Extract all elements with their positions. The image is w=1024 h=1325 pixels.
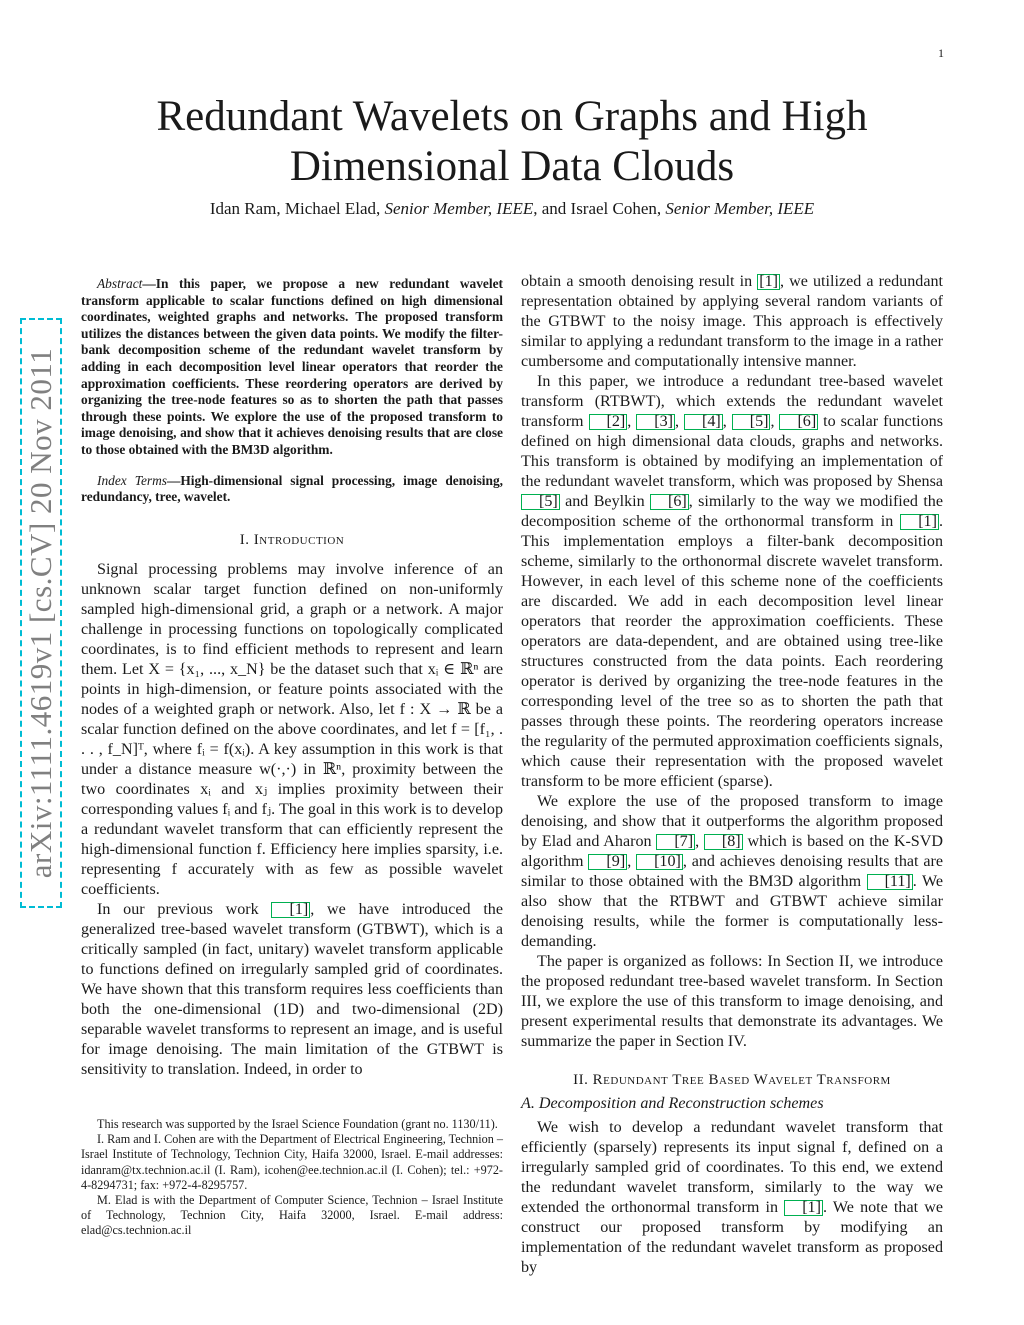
footnote-funding: This research was supported by the Israel Science Foundation (grant no. 1130/11). bbox=[97, 1117, 498, 1131]
intro-paragraph-2: In our previous work [1] , we have introduced the generalized tree-based wavelet transform (GTBWT), which is a critically sampled (in fact, unitary) wavelet transform applicable to functions defined on irregularly sampled grid of coordinates. We have shown that this transform requires less coefficients than both the one-dimensional (1D) and two-dimensional (2D) separable wavelet transforms to represent an image, and is useful for image denoising. The main limitation of the GTBWT is sensitivity to translation. Indeed, in order to bbox=[81, 900, 503, 1078]
citation-link[interactable]: [11] bbox=[867, 874, 913, 890]
abstract bbox=[81, 276, 503, 459]
intro-paragraph-1: Signal processing problems may involve inference of an unknown scalar target function defined on non-uniformly sampled high-dimensional grid, a graph or a network. A major challenge in processing functions on topologically complicated coordinates, is to find efficient methods to represent and learn them. Let X = {x₁, ..., x_N} be the dataset such that xᵢ ∈ ℝⁿ are points in high-dimension, or feature points associated with the nodes of a weighted graph or network. Also, let f : X → ℝ be a scalar function defined on the above coordinates, and let f = [f₁, . . . , f_N]ᵀ, where fᵢ = f(xᵢ). A key assumption in this work is that under a distance measure w(·,·) in ℝⁿ, proximity between the two coordinates xᵢ and xⱼ implies proximity between their corresponding values fᵢ and fⱼ. The goal in this work is to develop a redundant wavelet transform that can efficiently represent the high-dimensional function f. Efficiency here implies sparsity, i.e. representing f accurately with as few as possible wavelet coefficients. bbox=[81, 560, 503, 898]
title-line-2: Dimensional Data Clouds bbox=[289, 143, 735, 190]
citation-link[interactable]: [6] bbox=[650, 494, 689, 510]
citation-link[interactable]: [10] bbox=[636, 854, 683, 870]
section-2-heading: II. Redundant Tree Based Wavelet Transform bbox=[573, 1072, 891, 1088]
right-column bbox=[521, 272, 943, 1278]
citation-link[interactable]: [1] bbox=[900, 514, 939, 530]
citation-link[interactable]: [5] bbox=[732, 414, 771, 430]
citation-link[interactable]: [8] bbox=[704, 834, 743, 850]
citation-link[interactable]: [1] bbox=[759, 273, 779, 290]
author-names-1: Idan Ram, Michael Elad, bbox=[209, 199, 385, 218]
title-line-1: Redundant Wavelets on Graphs and High bbox=[156, 93, 868, 140]
body-paragraph-rtbwt: In this paper, we introduce a redundant tree-based wavelet transform (RTBWT), which extends the redundant wavelet transform [2] , [3] , [4] , [5] , [6] to scalar functions defined on high dimensional data clouds, graphs and networks. This transform is obtained by modifying an implementation of the redundant wavelet transform, which was proposed by Shensa [5] and Beylkin [6] , similarly to the way we modified the decomposition scheme of the orthonormal transform in [1] . This implementation employs a filter-bank decomposition scheme, similarly to the orthonormal discrete wavelet transform. However, in each level of this scheme none of the coefficients are discarded. We add in each decomposition level linear operators that reorder the approximation coefficients. These operators are data-dependent, and are obtained using tree-like structures constructed from the data points. Each reordering operator is derived by organizing the tree-node features in the corresponding level of the tree so as to shorten the path that passes through these points. The reordering operators increase the regularity of the permuted approximation coefficients signals, which cause their representation with the proposed wavelet transform to be more efficient (sparse). bbox=[521, 373, 943, 790]
page-number: 1 bbox=[938, 46, 944, 60]
arxiv-stamp bbox=[20, 318, 62, 908]
author-names-2: , and Israel Cohen, bbox=[533, 199, 666, 218]
arxiv-identifier: arXiv:1111.4619v1 [cs.CV] 20 Nov 2011 bbox=[23, 347, 58, 879]
paper-title bbox=[0, 92, 1024, 192]
index-terms-label: Index Terms bbox=[97, 472, 167, 488]
citation-link[interactable]: [5] bbox=[521, 494, 560, 510]
citation-link[interactable]: [7] bbox=[656, 834, 695, 850]
citation-link[interactable]: [1] bbox=[784, 1200, 823, 1216]
author-role-2: Senior Member, IEEE bbox=[665, 199, 815, 218]
body-paragraph-decomposition: We wish to develop a redundant wavelet transform that efficiently (sparsely) represents its input signal f, defined on a irregularly sampled grid of coordinates. To this end, we extend the redundant wavelet transform, similarly to the way we extended the orthonormal transform in [1] . We note that we construct our proposed transform by modifying an implementation of the redundant wavelet transform as proposed by bbox=[521, 1119, 943, 1276]
abstract-text: —In this paper, we propose a new redundant wavelet transform applicable to scalar functions defined on high dimensional coordinates, weighted graphs and networks. The proposed transform utilizes the distances between the given data points. We modify the filter-bank decomposition scheme of the redundant wavelet transform by adding in each decomposition level linear operators that reorder the approximation coefficients. These reordering operators are derived by organizing the tree-node features so as to shorten the path that passes through these points. We explore the use of the proposed transform to image denoising, and show that it achieves denoising results that are close to those obtained with the BM3D algorithm. bbox=[81, 276, 503, 457]
footnote-affiliation-2: M. Elad is with the Department of Computer Science, Technion – Israel Institute of Technology, Technion City, Haifa 32000, Israel. E-mail address: elad@cs.technion.ac.il bbox=[81, 1193, 503, 1238]
subsection-a-heading: A. Decomposition and Reconstruction schemes bbox=[521, 1095, 824, 1112]
index-terms bbox=[81, 473, 503, 506]
body-paragraph-organization: The paper is organized as follows: In Section II, we introduce the proposed redundant tree-based wavelet transform. In Section III, we explore the use of this transform to image denoising, and present experimental results that demonstrate its advantages. We summarize the paper in Section IV. bbox=[521, 953, 943, 1050]
author-line bbox=[0, 199, 1024, 219]
footnotes bbox=[81, 1117, 503, 1239]
body-paragraph-denoising: We explore the use of the proposed transform to image denoising, and show that it outperforms the algorithm proposed by Elad and Aharon [7] , [8] which is based on the K-SVD algorithm [9] , [10] , and achieves denoising results that are similar to those obtained with the BM3D algorithm [11] . We also show that the RTBWT and GTBWT achieve similar denoising results, while the former is computationally less-demanding. bbox=[521, 793, 944, 950]
abstract-label: Abstract bbox=[97, 276, 143, 291]
body-paragraph-continued: obtain a smooth denoising result in [1] , we utilized a redundant representation obtained by applying several random variants of the GTBWT to the noisy image. This approach is effectively similar to applying a redundant transform to the image in a rather cumbersome and computationally intensive manner. bbox=[521, 273, 943, 370]
citation-link[interactable]: [4] bbox=[684, 414, 723, 430]
citation-link[interactable]: [3] bbox=[636, 414, 675, 430]
author-role-1: Senior Member, IEEE bbox=[384, 199, 534, 218]
index-terms-text: —High-dimensional signal processing, image denoising, redundancy, tree, wavelet. bbox=[81, 472, 503, 505]
citation-link[interactable]: [9] bbox=[588, 854, 627, 870]
citation-link[interactable]: [6] bbox=[779, 414, 818, 430]
citation-link[interactable]: [2] bbox=[589, 414, 628, 430]
footnote-affiliation-1: I. Ram and I. Cohen are with the Department of Electrical Engineering, Technion – Israel Institute of Technology, Technion City, Haifa 32000, Israel. E-mail addresses: idanram@tx.technion.ac.il (I. Ram), icohen@ee.technion.ac.il (I. Cohen); tel.: +972-4-8294731; fax: +972-4-8295757. bbox=[81, 1132, 503, 1192]
citation-link[interactable]: [1] bbox=[271, 902, 310, 918]
left-column bbox=[81, 276, 503, 1080]
section-1-heading: I. Introduction bbox=[239, 531, 345, 548]
